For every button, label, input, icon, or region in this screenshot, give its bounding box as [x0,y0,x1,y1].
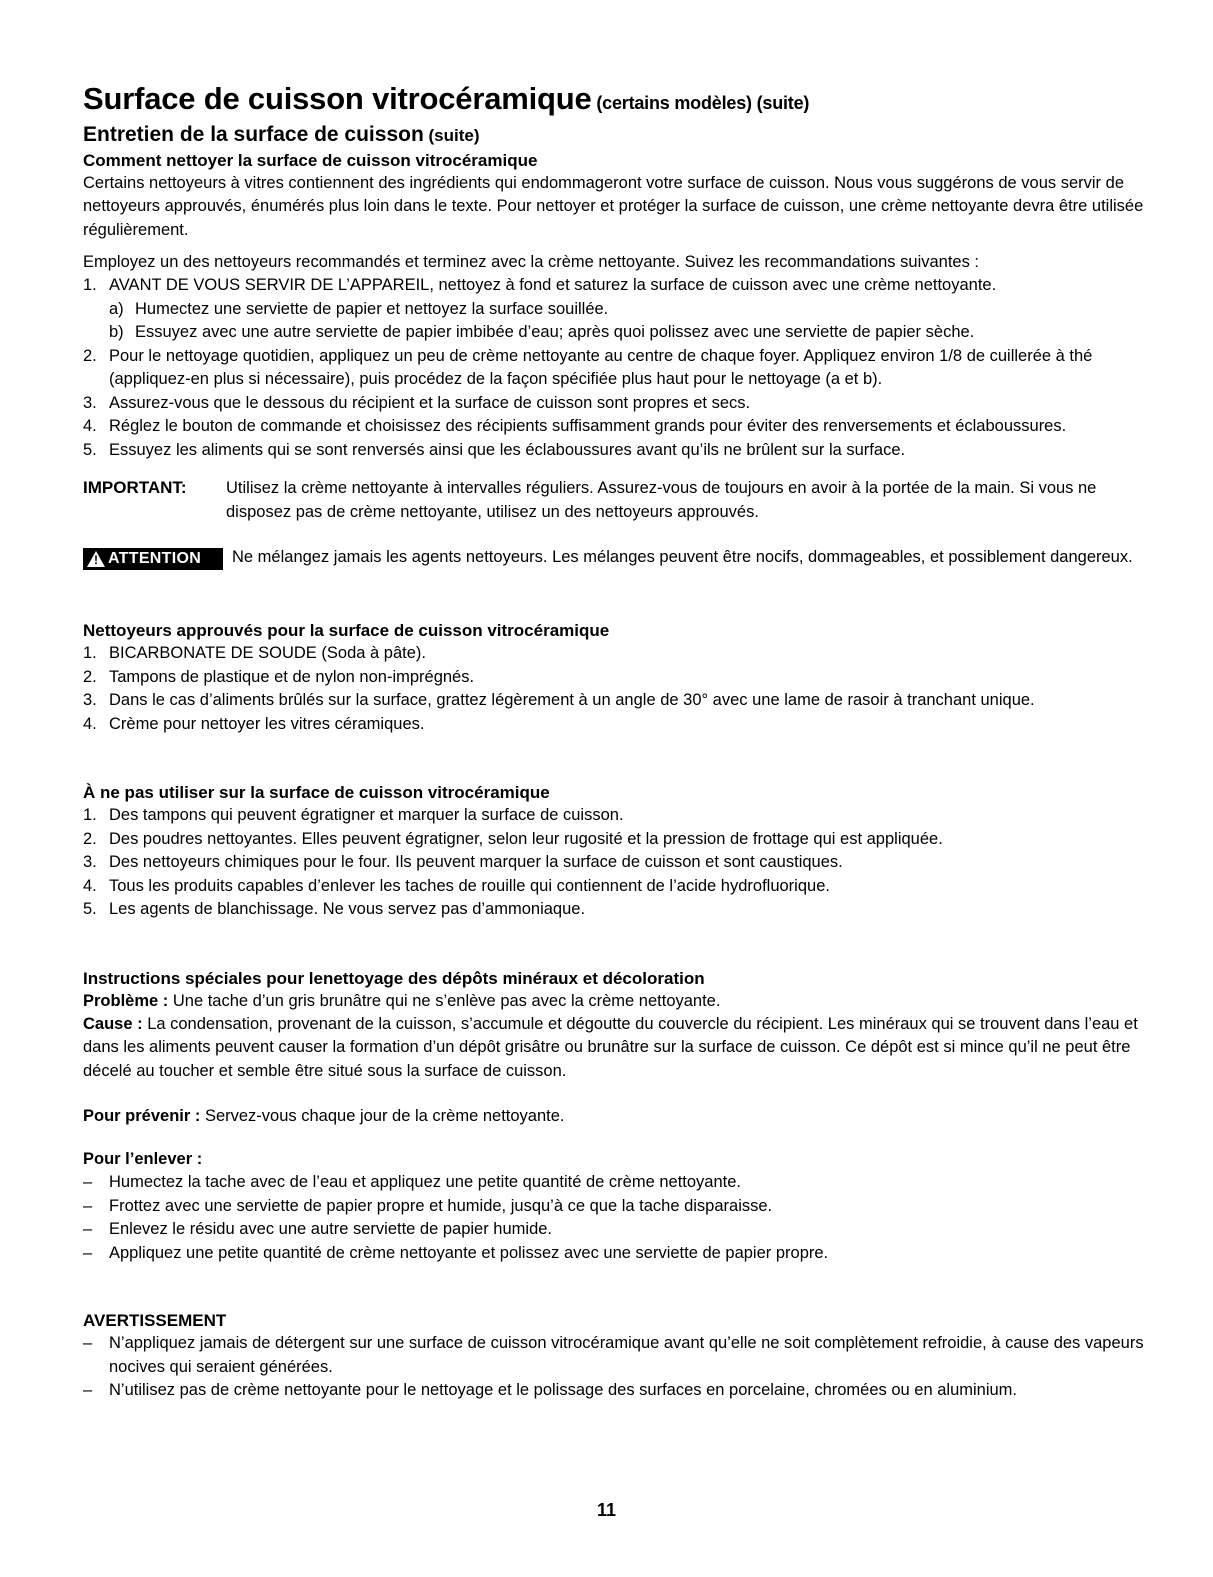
attention-badge-label: ATTENTION [108,550,202,568]
page-number: 11 [596,1500,617,1520]
list-item: – Humectez la tache avec de l’eau et appliquez une petite quantité de crème nettoyante. [83,1173,741,1192]
list-item: 4. Tous les produits capables d’enlever les taches de rouille qui contiennent de l’acide hydrofluorique. [83,876,830,895]
list-item: – N’appliquez jamais de détergent sur une surface de cuisson vitrocéramique avant qu’elle ne soit complètement refroidie, à cause des vapeurs nocives qui seraient générées. [83,1334,1144,1376]
warning-triangle-icon: ! [87,551,105,567]
problem-paragraph: Problème : Une tache d’un gris brunâtre qui ne s’enlève pas avec la crème nettoyante. [83,991,721,1010]
list-item: a) Humectez une serviette de papier et nettoyez la surface souillée. [109,299,609,318]
how-steps [83,274,1145,298]
list-item: – Enlevez le résidu avec une autre serviette de papier humide. [83,1220,553,1239]
list-item: b) Essuyez avec une autre serviette de papier imbibée d’eau; après quoi polissez avec une serviette de papier sèche. [109,323,975,342]
list-item: 1. Des tampons qui peuvent égratigner et marquer la surface de cuisson. [83,806,624,825]
remove-label: Pour l’enlever : [83,1150,203,1169]
special-heading: Instructions spéciales pour lenettoyage des dépôts minéraux et décoloration [83,968,705,988]
list-item: 3. Assurez-vous que le dessous du récipient et la surface de cuisson sont propres et secs. [83,393,751,412]
list-item: 3. Des nettoyeurs chimiques pour le four. Ils peuvent marquer la surface de cuisson et sont caustiques. [83,853,843,872]
attention-badge [83,548,223,571]
list-item: – Appliquez une petite quantité de crème nettoyante et polissez avec une serviette de papier propre. [83,1243,829,1262]
page-title [83,80,1145,122]
special-section [83,967,1145,1266]
document-page [83,80,1145,1403]
list-item: 4. Réglez le bouton de commande et choisissez des récipients suffisamment grands pour éviter des renversements et éclaboussures. [83,417,1067,436]
approved-heading: Nettoyeurs approuvés pour la surface de cuisson vitrocéramique [83,621,610,641]
title-suffix: (certains modèles) (suite) [591,93,810,113]
list-item: 5. Les agents de blanchissage. Ne vous servez pas d’ammoniaque. [83,900,586,919]
section-subtitle [83,122,1145,149]
important-label: IMPORTANT: [83,478,187,498]
prevent-paragraph: Pour prévenir : Servez-vous chaque jour de la crème nettoyante. [83,1106,565,1125]
list-item: 5. Essuyez les aliments qui se sont renversés ainsi que les éclaboussures avant qu’ils ne brûlent sur la surface. [83,440,906,459]
list-item: – N’utilisez pas de crème nettoyante pour le nettoyage et le polissage des surfaces en porcelaine, chromées ou en aluminium. [83,1381,1018,1400]
important-note [83,476,1145,524]
attention-text: Ne mélangez jamais les agents nettoyeurs. Les mélanges peuvent être nocifs, dommageables, et possiblement dangereux. [232,548,1133,567]
title-main: Surface de cuisson vitrocéramique [83,81,592,116]
subtitle-main: Entretien de la surface de cuisson [83,123,424,146]
approved-section [83,619,1145,736]
how-heading: Comment nettoyer la surface de cuisson vitrocéramique [83,151,538,170]
subtitle-suffix: (suite) [423,126,480,145]
donot-section [83,781,1145,922]
list-item: 2. Pour le nettoyage quotidien, appliquez un peu de crème nettoyante au centre de chaque foyer. Appliquez environ 1/8 de cuillerée à thé (appliquez-en plus si nécessaire), puis procédez de la façon spécifiée plus haut pour le nettoyage (a et b). [83,346,1093,389]
how-intro: Certains nettoyeurs à vitres contiennent des ingrédients qui endommageront votre surface de cuisson. Nous vous suggérons de vous servir de nettoyeurs approuvés, énumérés plus loin dans le texte. Pour nettoyer et protéger la surface de cuisson, une crème nettoyante devra être utilisée régulièrement. [83,174,1144,239]
how-lead: Employez un des nettoyeurs recommandés et terminez avec la crème nettoyante. Suivez les recommandations suivantes : [83,252,980,271]
list-item: – Frottez avec une serviette de papier propre et humide, jusqu’à ce que la tache disparaisse. [83,1196,773,1215]
how-steps-continued [83,345,1145,463]
donot-heading: À ne pas utiliser sur la surface de cuisson vitrocéramique [83,783,550,803]
list-item: 2. Des poudres nettoyantes. Elles peuvent égratigner, selon leur rugosité et la pression de frottage qui est appliquée. [83,829,943,848]
warning-section [83,1309,1145,1403]
list-item: 2. Tampons de plastique et de nylon non-imprégnés. [83,667,475,686]
warning-heading: AVERTISSEMENT [83,1311,227,1331]
important-text: Utilisez la crème nettoyante à intervalles réguliers. Assurez-vous de toujours en avoir à la portée de la main. Si vous ne disposez pas de crème nettoyante, utilisez un des nettoyeurs approuvés. [226,479,1097,522]
attention-note [83,544,1145,571]
list-item: 4. Crème pour nettoyer les vitres céramiques. [83,714,425,733]
list-item: 1. BICARBONATE DE SOUDE (Soda à pâte). [83,644,426,663]
list-item: 3. Dans le cas d’aliments brûlés sur la surface, grattez légèrement à un angle de 30° avec une lame de rasoir à tranchant unique. [83,691,1035,710]
cause-paragraph: Cause : La condensation, provenant de la cuisson, s’accumule et dégoutte du couvercle du récipient. Les minéraux qui se trouvent dans l’eau et dans les aliments peuvent causer la formation d’un dépôt grisâtre ou brunâtre sur la surface de cuisson. Ce dépôt est si mince qu’il ne peut être décelé au toucher et semble être situé sous la surface de cuisson. [83,1014,1138,1080]
list-item: 1. AVANT DE VOUS SERVIR DE L’APPAREIL, nettoyez à fond et saturez la surface de cuisson avec une crème nettoyante. [83,276,997,295]
